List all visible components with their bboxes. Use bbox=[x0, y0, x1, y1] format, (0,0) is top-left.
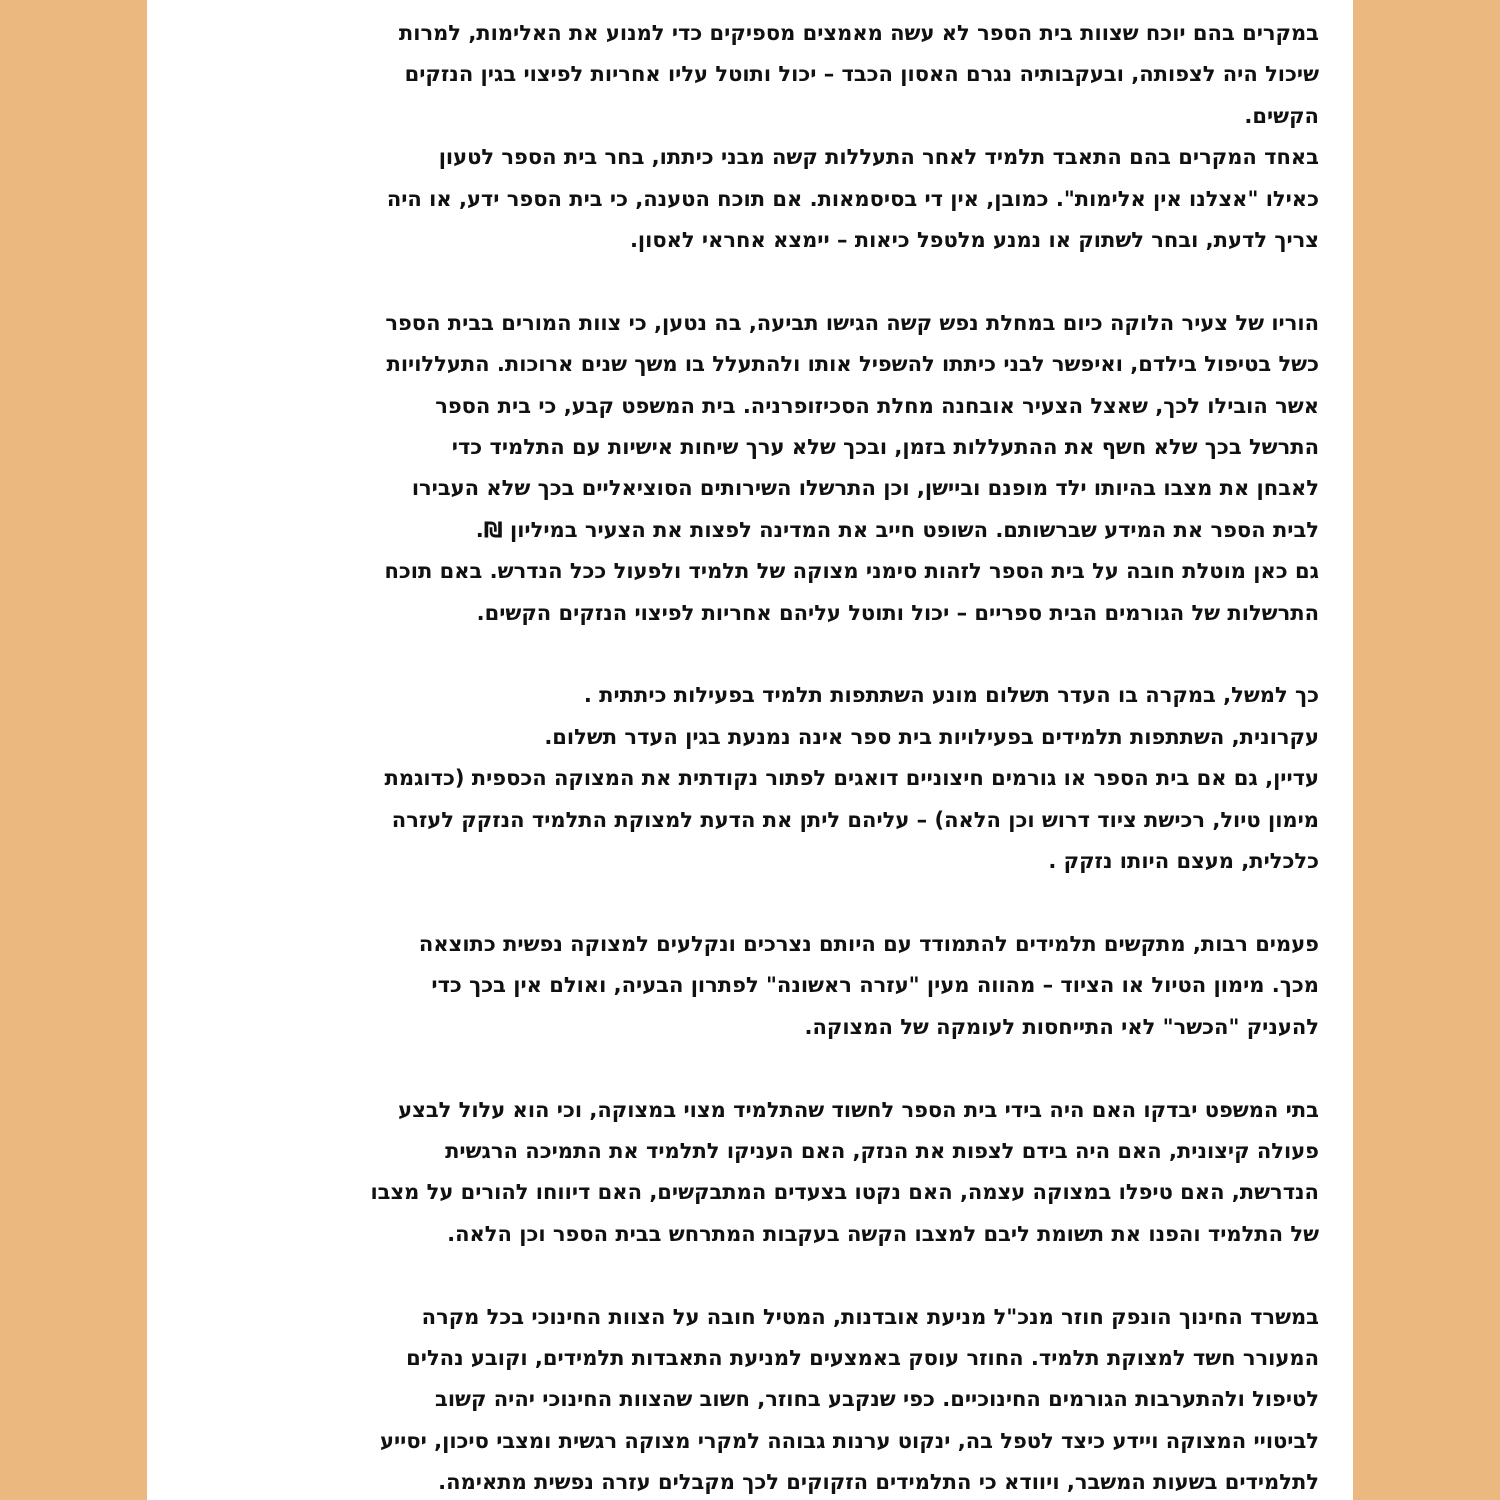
text-line: לתלמידים בשעות המשבר, ויוודא כי התלמידים הזקוקים לכך מקבלים עזרה נפשית מתאימה. bbox=[438, 1470, 1319, 1495]
text-line: לביטויי המצוקה ויידע כיצד לטפל בה, ינקוט ערנות גבוהה למקרי מצוקה רגשית ומצבי סיכון, יסייע bbox=[380, 1428, 1319, 1453]
text-line: במשרד החינוך הונפק חוזר מנכ"ל מניעת אובדנות, המטיל חובה על הצוות החינוכי בכל מקרה bbox=[421, 1304, 1319, 1329]
text-line: עדיין, גם אם בית הספר או גורמים חיצוניים דואגים לפתור נקודתית את המצוקה הכספית (כדוגמת bbox=[384, 766, 1319, 791]
text-line: פעמים רבות, מתקשים תלמידים להתמודד עם היותם נצרכים ונקלעים למצוקה נפשית כתוצאה bbox=[418, 931, 1319, 956]
paragraph bbox=[188, 675, 1319, 716]
text-line: פעולה קיצונית, האם היה בידם לצפות את הנזק, האם העניקו לתלמיד את התמיכה הרגשית bbox=[445, 1138, 1319, 1163]
paragraph bbox=[188, 1297, 1319, 1500]
paragraph bbox=[188, 137, 1319, 261]
text-line: מימון טיול, רכישת ציוד דרוש וכן הלאה) – עליהם ליתן את הדעת למצוקת התלמיד הנזקק לעזרה bbox=[391, 807, 1319, 832]
text-line: בתי המשפט יבדקו האם היה בידי בית הספר לחשוד שהתלמיד מצוי במצוקה, וכי הוא עלול לבצע bbox=[398, 1097, 1319, 1122]
text-line: לאבחן את מצבו בהיותו ילד מופנם וביישן, וכן התרשלו השירותים הסוציאליים בכך שלא העבירו bbox=[411, 476, 1319, 501]
text-line: גם כאן מוטלת חובה על בית הספר לזהות סימני מצוקה של תלמיד ולפעול ככל הנדרש. באם תוכח bbox=[384, 559, 1319, 584]
text-line: המעורר חשד למצוקת תלמיד. החוזר עוסק באמצעים למניעת התאבדות תלמידים, וקובע נהלים bbox=[406, 1345, 1319, 1370]
document-body bbox=[188, 13, 1319, 1500]
text-line: לטיפול ולהתערבות הגורמים החינוכיים. כפי שנקבע בחוזר, חשוב שהצוות החינוכי יהיה קשוב bbox=[435, 1387, 1319, 1412]
text-line: מכך. מימון הטיול או הציוד – מהווה מעין "עזרה ראשונה" לפתרון הבעיה, ואולם אין בכך כדי bbox=[431, 973, 1319, 998]
text-line: של התלמיד והפנו את תשומת ליבם למצבו הקשה בעקבות המתרחש בבית הספר וכן הלאה. bbox=[447, 1221, 1319, 1246]
text-line: כלכלית, מעצם היותו נזקק . bbox=[1048, 849, 1319, 874]
paragraph bbox=[188, 13, 1319, 137]
text-line: במקרים בהם יוכח שצוות בית הספר לא עשה מאמצים מספיקים כדי למנוע את האלימות, למרות bbox=[398, 21, 1319, 45]
text-line: באחד המקרים בהם התאבד תלמיד לאחר התעללות קשה מבני כיתתו, בחר בית הספר לטעון bbox=[438, 145, 1319, 170]
text-line: התרשלות של הגורמים הבית ספריים – יכול ותוטל עליהם אחריות לפיצוי הנזקים הקשים. bbox=[476, 600, 1319, 625]
document-page bbox=[147, 0, 1353, 1500]
text-line: אשר הובילו לכך, שאצל הצעיר אובחנה מחלת הסכיזופרניה. בית המשפט קבע, כי בית הספר bbox=[435, 393, 1319, 418]
paragraph bbox=[188, 303, 1319, 551]
paragraph bbox=[188, 758, 1319, 882]
text-line: להעניק "הכשר" לאי התייחסות לעומקה של המצוקה. bbox=[804, 1014, 1319, 1039]
text-line: הקשים. bbox=[1244, 103, 1319, 128]
paragraph bbox=[188, 1090, 1319, 1256]
text-line: הנדרשת, האם טיפלו במצוקה עצמה, האם נקטו בצעדים המתבקשים, האם דיווחו להורים על מצבו bbox=[370, 1180, 1319, 1205]
text-line: לבית הספר את המידע שברשותם. השופט חייב את המדינה לפצות את הצעיר במיליון ₪. bbox=[475, 517, 1319, 542]
text-line: כשל בטיפול בילדם, ואיפשר לבני כיתתו להשפיל אותו ולהתעלל בו משך שנים ארוכות. התעללויות bbox=[386, 352, 1319, 377]
text-line: הוריו של צעיר הלוקה כיום במחלת נפש קשה הגישו תביעה, בה נטען, כי צוות המורים בבית הספר bbox=[385, 310, 1319, 335]
text-line: צריך לדעת, ובחר לשתוק או נמנע מלטפל כיאות – יימצא אחראי לאסון. bbox=[629, 228, 1319, 253]
text-line: כאילו "אצלנו אין אלימות". כמובן, אין די בסיסמאות. אם תוכח הטענה, כי בית הספר ידע, או היה bbox=[386, 186, 1319, 211]
text-line: עקרונית, השתתפות תלמידים בפעילויות בית ספר אינה נמנעת בגין העדר תשלום. bbox=[544, 724, 1319, 749]
text-line: כך למשל, במקרה בו העדר תשלום מונע השתתפות תלמיד בפעילות כיתתית . bbox=[583, 683, 1319, 708]
paragraph bbox=[188, 924, 1319, 1048]
paragraph bbox=[188, 717, 1319, 758]
text-line: שיכול היה לצפותה, ובעקבותיה נגרם האסון הכבד – יכול ותוטל עליו אחריות לפיצוי בגין הנזקים bbox=[404, 62, 1319, 87]
paragraph bbox=[188, 551, 1319, 634]
text-line: התרשל בכך שלא חשף את ההתעללות בזמן, ובכך שלא ערך שיחות אישיות עם התלמיד כדי bbox=[451, 435, 1319, 460]
